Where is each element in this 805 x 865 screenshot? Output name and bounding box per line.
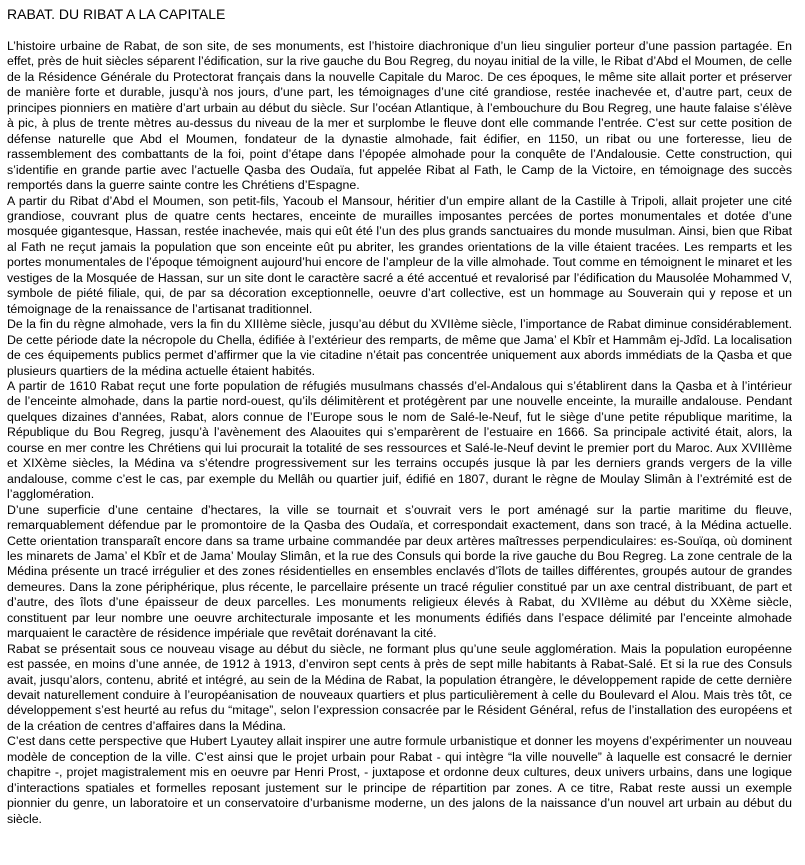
paragraph-lyautey-prost: C’est dans cette perspective que Hubert Lyautey allait inspirer une autre formule urbanistique et donner les moyens d’expérimenter un nouveau modèle de conception de la ville. C’est ainsi que le projet urbain pour Rabat - qui intègre “la ville nouvelle” à laquelle est consacré le dernier chapitre -, projet magistralement mis en oeuvre par Henri Prost, - juxtapose et ordonne deux cultures, deux univers urbains, dans une logique d’interactions spatiales et formelles reposant justement sur le principe de répartition par zones. A ce titre, Rabat reste aussi un exemple pionnier du genre, un laboratoire et un conservatoire d’urbanisme moderne, un des jalons de la naissance d’un nouvel art urbain au début du siècle.	[7, 734, 792, 826]
document-page	[7, 5, 792, 827]
paragraph-ribat-origins: L’histoire urbaine de Rabat, de son site, de ses monuments, est l’histoire diachronique d’un lieu singulier porteur d’une passion partagée. En effet, près de huit siècles séparent l’édification, sur la rive gauche du Bou Regreg, du noyau initial de la ville, le Ribat d’Abd el Moumen, de celle de la Résidence Générale du Protectorat français dans la nouvelle Capitale du Maroc. De ces époques, le même site allait porter et préserver de manière forte et durable, jusqu’à nos jours, d’une part, les témoignages d’une cité grandiose, restée inachevée et, d’autre part, ceux de principes pionniers en matière d’art urbain au début du siècle. Sur l’océan Atlantique, à l’embouchure du Bou Regreg, une haute falaise s’élève à pic, à plus de trente mètres au-dessus du niveau de la mer et surplombe le fleuve dont elle commande l’entrée. C’est sur cette position de défense naturelle que Abd el Moumen, fondateur de la dynastie almohade, fait édifier, en 1150, un ribat ou une forteresse, lieu de rassemblement des combattants de la foi, point d’étape dans l’épopée almohade pour la conquête de l’Andalousie. Cette construction, qui s’identifie en grande partie avec l’actuelle Qasba des Oudaïa, fut appelée Ribat al Fath, le Camp de la Victoire, en témoignage des succès remportés dans la guerre sainte contre les Chrétiens d’Espagne.	[7, 39, 792, 193]
paragraph-andalusian-refugees: A partir de 1610 Rabat reçut une forte population de réfugiés musulmans chassés d’el-Andalous qui s’établirent dans la Qasba et à l’intérieur de l’enceinte almohade, dans la partie nord-ouest, qu’ils délimitèrent et protégèrent par une nouvelle enceinte, la muraille andalouse. Pendant quelques dizaines d’années, Rabat, alors connue de l’Europe sous le nom de Salé-le-Neuf, fut le siège d’une petite république maritime, la République du Bou Regreg, jusqu’à l’avènement des Alaouites qui s’emparèrent de l’estuaire en 1666. Sa principale activité était, alors, la course en mer contre les Chrétiens qui lui procurait la totalité de ses ressources et Salé-le-Neuf devint le premier port du Maroc. Aux XVIIIème et XIXème siècles, la Médina va s’étendre progressivement sur les terrains occupés jusque là par les derniers grands vergers de la ville andalouse, comme c’est le cas, par exemple du Mellâh ou quartier juif, édifié en 1807, durant le règne de Moulay Slimân à l’extrémité est de l’agglomération.	[7, 378, 792, 502]
paragraph-medina-structure: D’une superficie d’une centaine d’hectares, la ville se tournait et s’ouvrait vers le port aménagé sur la partie maritime du fleuve, remarquablement défendue par le promontoire de la Qasba des Oudaïa, et correspondait exactement, dans son tracé, à la Médina actuelle. Cette orientation transparaît encore dans sa trame urbaine commandée par deux artères maîtresses perpendiculaires: es-Souïqa, où dominent les minarets de Jama’ el Kbîr et de Jama’ Moulay Slimân, et la rue des Consuls qui borde la rive gauche du Bou Regreg. La zone centrale de la Médina présente un tracé irrégulier et des zones résidentielles en ensembles enclavés d’îlots de tailles différentes, groupés autour de grandes demeures. Dans la zone périphérique, plus récente, le parcellaire présente un tracé régulier constitué par un axe central distribuant, de part et d’autre, des îlots d’une épaisseur de deux parcelles. Les monuments religieux élevés à Rabat, du XVIIème au début du XXème siècle, constituent par leur nombre une oeuvre architecturale imposante et les monuments édifiés dans l’espace délimité par l’enceinte almohade marquaient le caractère de résidence impériale que revêtait dorénavant la cité.	[7, 502, 792, 641]
paragraph-decline: De la fin du règne almohade, vers la fin du XIIIème siècle, jusqu’au début du XVIIème siècle, l’importance de Rabat diminue considérablement. De cette période date la nécropole du Chella, édifiée à l’extérieur des remparts, de même que Jama’ el Kbîr et Hammâm ej-Jdîd. La localisation de ces équipements publics permet d’affirmer que la vie citadine n’était pas concentrée uniquement aux abords immédiats de la Qasba et que plusieurs quartiers de la médina actuelle étaient habités.	[7, 317, 792, 378]
paragraph-european-population: Rabat se présentait sous ce nouveau visage au début du siècle, ne formant plus qu’une seule agglomération. Mais la population européenne est passée, en moins d’une année, de 1912 à 1913, d’environ sept cents à près de sept mille habitants à Rabat-Salé. Et si la rue des Consuls avait, jusqu’alors, contenu, abrité et intégré, au sein de la Médina de Rabat, la population étrangère, le développement rapide de cette dernière devait naturellement conduire à l’européanisation de nouveaux quartiers et plus particulièrement à celle du Boulevard el Alou. Mais très tôt, ce développement s’est heurté au refus du “mitage”, selon l’expression consacrée par le Résident Général, refus de l’installation des européens et de la création de centres d’affaires dans la Médina.	[7, 641, 792, 733]
document-body	[7, 39, 792, 827]
document-title: RABAT. DU RIBAT A LA CAPITALE	[7, 6, 226, 22]
paragraph-yacoub-el-mansour: A partir du Ribat d’Abd el Moumen, son petit-fils, Yacoub el Mansour, héritier d’un empire allant de la Castille à Tripoli, allait projeter une cité grandiose, couvrant plus de quatre cents hectares, enceinte de murailles imposantes percées de portes monumentales et dotée d’une mosquée gigantesque, Hassan, restée inachevée, mais qui eût été l’un des plus grands sanctuaires du monde musulman. Ainsi, bien que Ribat al Fath ne reçut jamais la population que son enceinte eût pu abriter, les grandes orientations de la ville étaient tracées. Les remparts et les portes monumentales de l’époque témoignent aujourd’hui encore de l’ampleur de la ville almohade. Tout comme en témoignent le minaret et les vestiges de la Mosquée de Hassan, sur un site dont le caractère sacré a été accentué et revalorisé par l’édification du Mausolée Mohammed V, symbole de piété filiale, qui, de par sa décoration exceptionnelle, oeuvre d’art collective, est un hommage au Souverain qui y repose et un témoignage de la renaissance de l’artisanat traditionnel.	[7, 193, 792, 316]
